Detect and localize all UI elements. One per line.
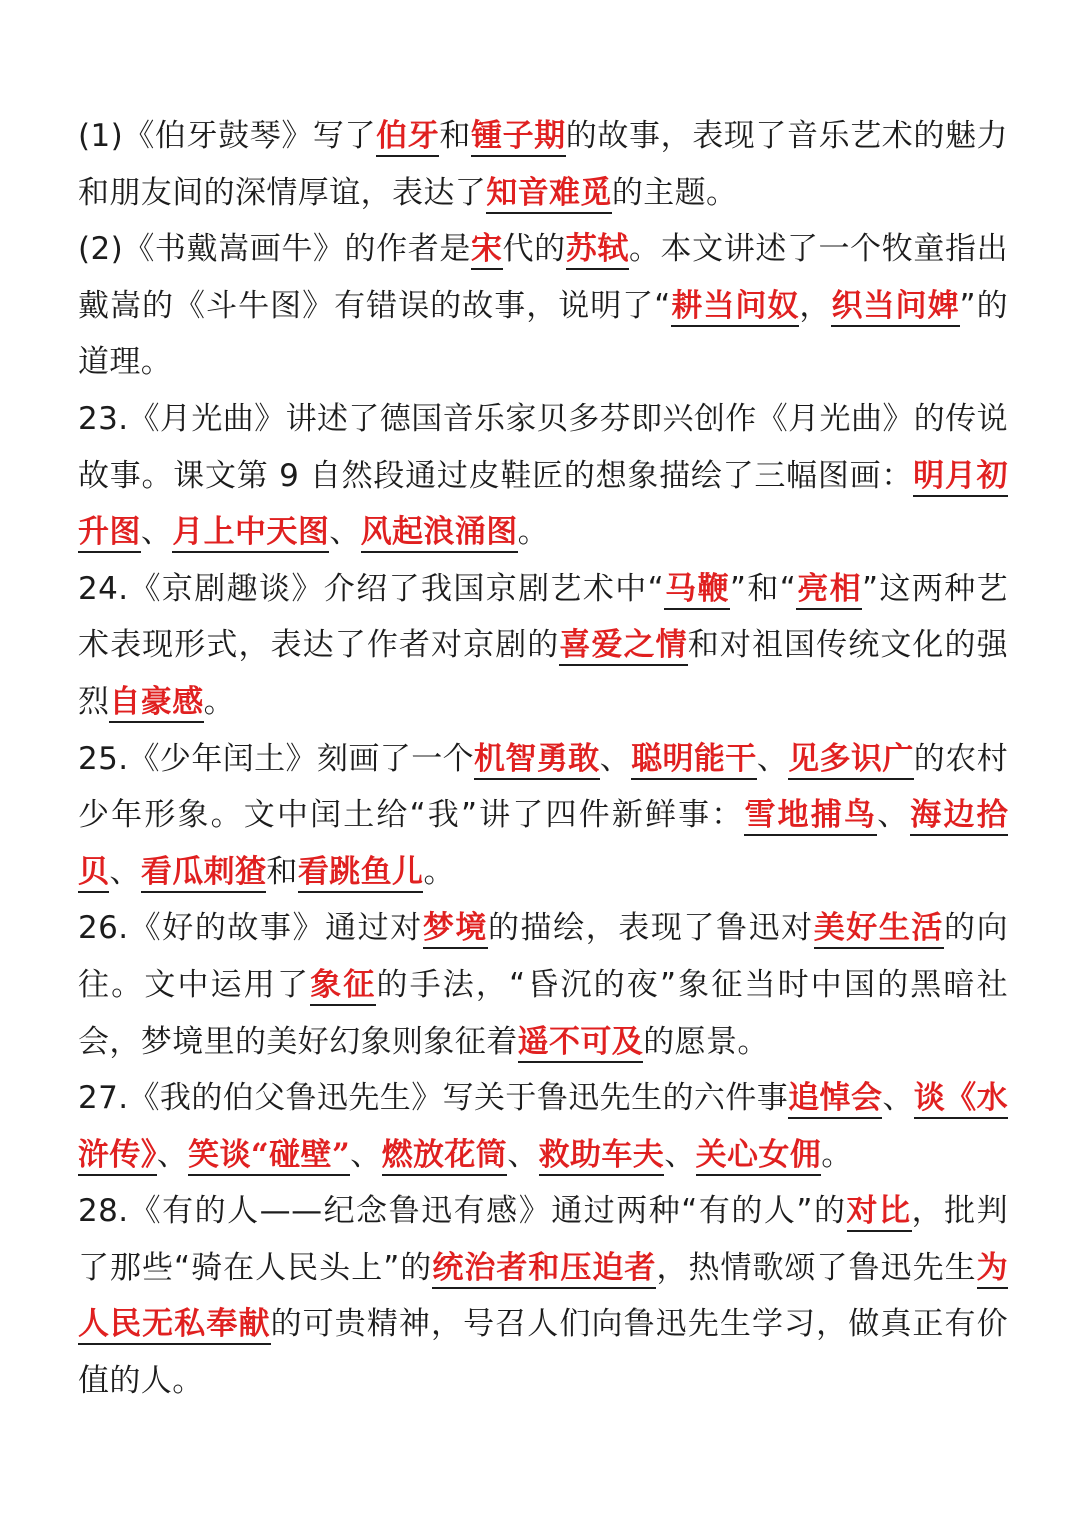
text-run: 25.《少年闰土》刻画了一个 (78, 740, 475, 777)
document-body (78, 108, 1008, 1410)
text-run: 、 (507, 1136, 539, 1173)
key-answer: 为人民无私奉献 (78, 1250, 1008, 1346)
key-answer: 宋 (471, 231, 503, 270)
key-answer: 锺子期 (471, 118, 566, 157)
text-run: 26.《好的故事》通过对 (78, 910, 423, 947)
text-run: 的向往。文中运用了 (78, 910, 1008, 1003)
text-run: 、 (350, 1136, 382, 1173)
text-run: 、 (882, 1080, 914, 1117)
text-run: 、 (109, 853, 141, 890)
key-answer: 伯牙 (376, 118, 439, 157)
key-answer: 苏轼 (566, 231, 629, 270)
key-answer: 雪地捕鸟 (744, 797, 877, 836)
paragraph (78, 561, 1008, 731)
text-run: 代的 (502, 231, 566, 268)
text-run: (2)《书戴嵩画牛》的作者是 (78, 231, 471, 268)
key-answer: 看跳鱼儿 (298, 854, 424, 893)
text-run: ，批判了那些“骑在人民头上”的 (78, 1193, 1008, 1286)
text-run: ，热情歌颂了鲁迅先生 (656, 1249, 977, 1286)
text-run: 。 (423, 853, 455, 890)
text-run: 、 (329, 514, 361, 551)
text-run: 和对祖国传统文化的强烈 (78, 627, 1008, 720)
key-answer: 知音难觅 (486, 175, 612, 214)
key-answer: 关心女佣 (696, 1137, 822, 1176)
text-run: 、 (140, 514, 173, 551)
text-run: 的手法，“昏沉的夜”象征当时中国的黑暗社会，梦境里的美好幻象则象征着 (78, 966, 1008, 1060)
paragraph (78, 731, 1008, 901)
key-answer: 喜爱之情 (559, 627, 687, 666)
paragraph (78, 900, 1008, 1070)
key-answer: 追悼会 (788, 1080, 882, 1119)
text-run: 的愿景。 (643, 1023, 769, 1060)
key-answer: 统治者和压迫者 (432, 1250, 656, 1289)
key-answer: 谈《水浒传》 (78, 1080, 1008, 1176)
text-run: 。 (203, 683, 236, 720)
paragraph (78, 108, 1008, 221)
paragraph (78, 391, 1008, 561)
text-run: 、 (756, 740, 789, 777)
key-answer: 耕当问奴 (671, 288, 800, 327)
text-run: ”这两种艺术表现形式，表达了作者对京剧的 (78, 570, 1008, 664)
key-answer: 美好生活 (814, 910, 944, 949)
key-answer: 救助车夫 (539, 1137, 665, 1176)
key-answer: 织当问婢 (831, 288, 959, 327)
key-answer: 明月初升图 (78, 458, 1008, 554)
paragraph (78, 1070, 1008, 1183)
key-answer: 笑谈“碰壁” (188, 1137, 350, 1176)
key-answer: 海边拾贝 (78, 797, 1008, 893)
key-answer: 对比 (847, 1193, 912, 1232)
text-run: 、 (664, 1136, 696, 1173)
text-run: 的可贵精神，号召人们向鲁迅先生学习，做真正有价值的人。 (78, 1306, 1008, 1400)
text-run: (1)《伯牙鼓琴》写了 (78, 118, 377, 154)
key-answer: 燃放花筒 (382, 1137, 508, 1176)
text-run: ， (799, 287, 832, 324)
text-run: 。 (517, 514, 550, 551)
text-run: 的农村少年形象。文中闰土给“我”讲了四件新鲜事： (78, 740, 1008, 834)
key-answer: 月上中天图 (172, 514, 329, 553)
key-answer: 马鞭 (664, 571, 730, 610)
text-run: 28.《有的人——纪念鲁迅有感》通过两种“有的人”的 (78, 1193, 847, 1230)
key-answer: 看瓜刺猹 (141, 854, 267, 893)
text-run: ”的道理。 (78, 287, 1008, 381)
text-run: 27.《我的伯父鲁迅先生》写关于鲁迅先生的六件事 (78, 1080, 789, 1117)
text-run: ”和“ (729, 570, 797, 607)
text-run: 、 (599, 740, 632, 777)
key-answer: 遥不可及 (518, 1024, 644, 1063)
key-answer: 风起浪涌图 (361, 514, 518, 553)
text-run: 的故事，表现了音乐艺术的魅力和朋友间的深情厚谊，表达了 (78, 118, 1009, 211)
text-run: 、 (156, 1136, 189, 1173)
key-answer: 自豪感 (109, 684, 203, 723)
text-run: 的主题。 (611, 174, 738, 211)
paragraph (78, 221, 1008, 391)
key-answer: 聪明能干 (631, 741, 757, 780)
text-run: 、 (877, 797, 911, 834)
key-answer: 梦境 (423, 910, 488, 949)
key-answer: 象征 (310, 967, 376, 1006)
text-run: 23.《月光曲》讲述了德国音乐家贝多芬即兴创作《月光曲》的传说故事。课文第 9 自然段通过皮鞋匠的想象描绘了三幅图画： (78, 400, 1008, 494)
paragraph (78, 1183, 1008, 1409)
text-run: 和 (266, 853, 298, 890)
text-run: 24.《京剧趣谈》介绍了我国京剧艺术中“ (78, 570, 665, 607)
key-answer: 机智勇敢 (474, 741, 600, 780)
text-run: 和 (439, 118, 471, 154)
text-run: 的描绘，表现了鲁迅对 (487, 910, 814, 947)
text-run: 。本文讲述了一个牧童指出戴嵩的《斗牛图》有错误的故事，说明了“ (78, 231, 1008, 324)
key-answer: 亮相 (796, 571, 862, 610)
text-run: 。 (821, 1136, 853, 1173)
key-answer: 见多识广 (788, 741, 914, 780)
